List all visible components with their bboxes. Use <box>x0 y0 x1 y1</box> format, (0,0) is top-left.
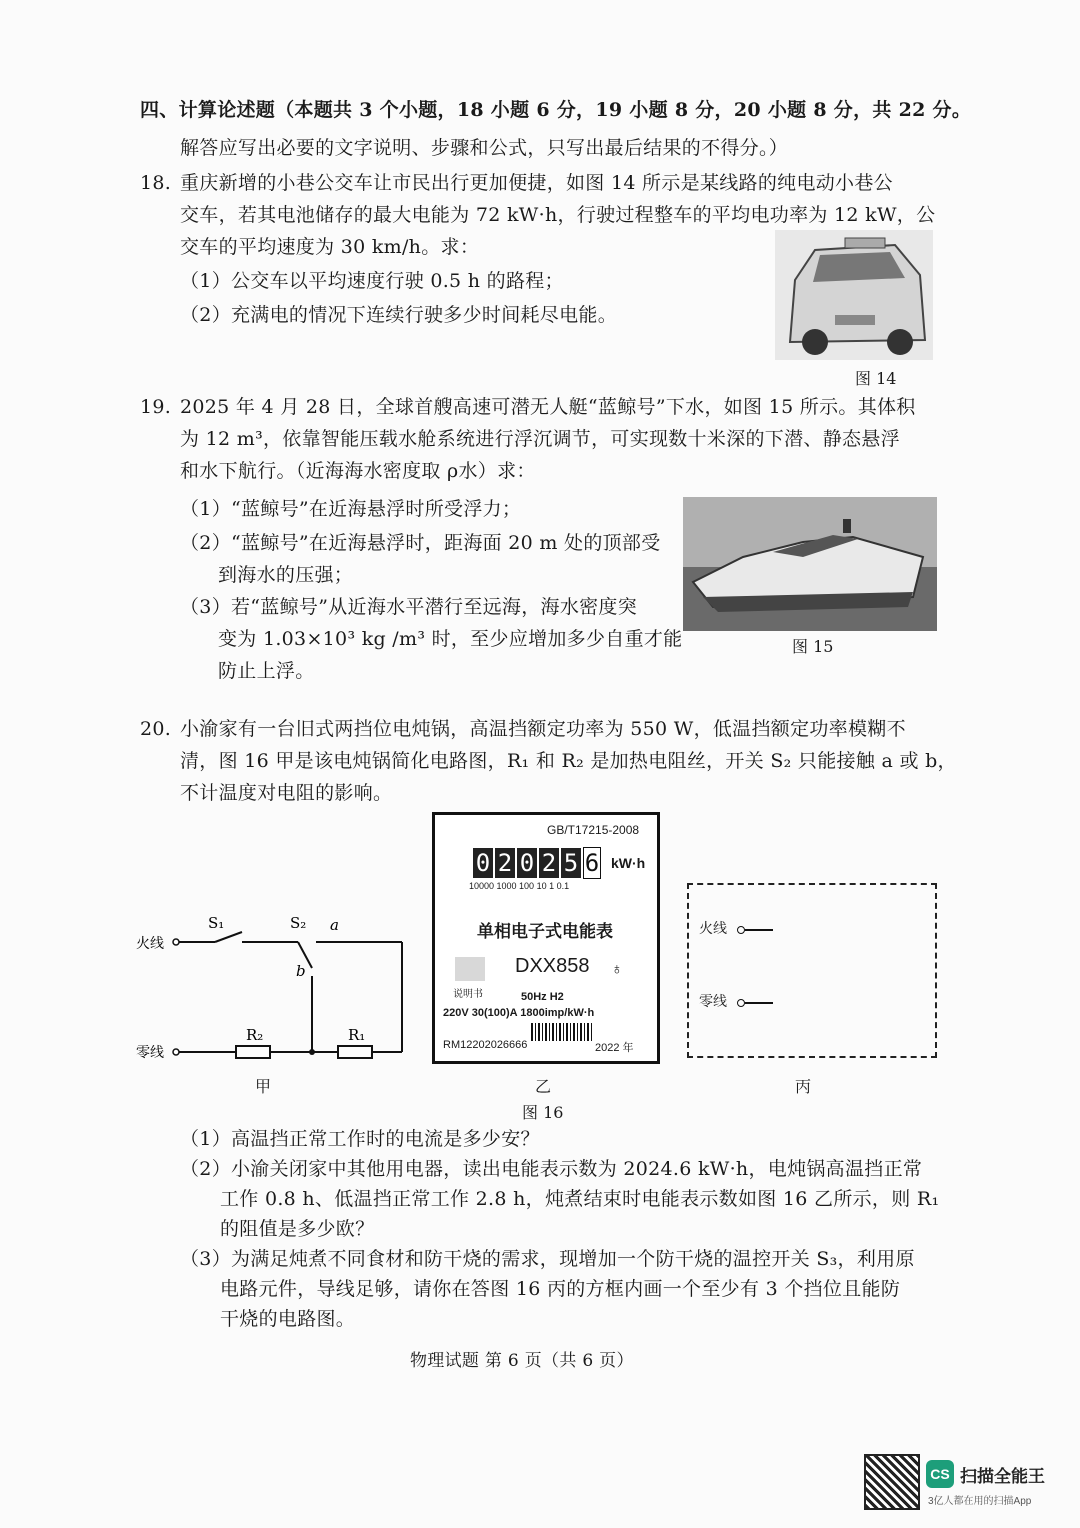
answer-neutral-wire <box>745 1002 773 1004</box>
boat-photo <box>683 497 937 631</box>
q18-line2: 交车，若其电池储存的最大电能为 72 kW·h，行驶过程整车的平均电功率为 12 kW，公 <box>180 204 936 226</box>
meter-digit: 2 <box>495 848 515 878</box>
answer-fire-terminal <box>737 926 745 934</box>
qr-code <box>864 1454 920 1510</box>
circuit-s2-label: S₂ <box>290 914 307 932</box>
answer-fire-label: 火线 <box>699 921 727 937</box>
energy-meter <box>432 812 660 1064</box>
fig16-yi-label: 乙 <box>535 1077 552 1096</box>
meter-spec2: 220V 30(100)A 1800imp/kW·h <box>443 1007 595 1019</box>
q19-sub3b: 变为 1.03×10³ kg /m³ 时，至少应增加多少自重才能 <box>218 628 683 650</box>
section-title: 四、计算论述题（本题共 3 个小题，18 小题 6 分，19 小题 8 分，20 小题 8 分，共 22 分。 <box>140 99 972 121</box>
circuit-neutral-label: 零线 <box>136 1045 164 1061</box>
q19-number: 19. <box>140 396 172 418</box>
circuit-s1-label: S₁ <box>208 914 225 932</box>
q20-sub3c: 干烧的电路图。 <box>220 1308 356 1330</box>
meter-standard: GB/T17215-2008 <box>547 823 640 837</box>
meter-year: 2022 年 <box>595 1042 634 1054</box>
app-name: 扫描全能王 <box>960 1467 1045 1486</box>
app-tagline: 3亿人都在用的扫描App <box>928 1496 1032 1507</box>
app-logo-icon: CS <box>926 1460 954 1488</box>
meter-digit: 0 <box>517 848 537 878</box>
meter-spec1: 50Hz H2 <box>521 991 564 1003</box>
page-footer: 物理试题 第 6 页（共 6 页） <box>410 1351 634 1371</box>
answer-box[interactable] <box>687 883 937 1058</box>
q20-sub2c: 的阻值是多少欧？ <box>220 1218 375 1240</box>
q19-sub3c: 防止上浮。 <box>218 660 315 682</box>
q18-sub2: （2）充满电的情况下连续行驶多少时间耗尽电能。 <box>180 304 617 326</box>
meter-digit: 5 <box>561 848 581 878</box>
q20-line2: 清，图 16 甲是该电炖锅简化电路图，R₁ 和 R₂ 是加热电阻丝，开关 S₂ 只能接触 a 或 b， <box>180 750 957 772</box>
fig16-caption: 图 16 <box>522 1103 564 1122</box>
q18-number: 18. <box>140 172 172 194</box>
q19-sub3a: （3）若“蓝鲸号”从近海水平潜行至远海，海水密度突 <box>180 596 638 618</box>
q19-sub1: （1）“蓝鲸号”在近海悬浮时所受浮力； <box>180 498 522 520</box>
q18-line1: 重庆新增的小巷公交车让市民出行更加便捷，如图 14 所示是某线路的纯电动小巷公 <box>180 172 893 194</box>
q20-sub2b: 工作 0.8 h、低温挡正常工作 2.8 h，炖煮结束时电能表示数如图 16 乙所示，则 R₁ <box>220 1188 940 1210</box>
answer-fire-wire <box>745 929 773 931</box>
meter-unit: kW·h <box>611 855 646 871</box>
meter-manual-label: 说明书 <box>453 989 483 1000</box>
circuit-r1-label: R₁ <box>348 1026 366 1044</box>
meter-title: 单相电子式电能表 <box>477 922 613 941</box>
q19-line3: 和水下航行。（近海海水密度取 ρ水）求： <box>180 460 536 482</box>
circuit-b-label: b <box>296 962 306 980</box>
q19-sub2b: 到海水的压强； <box>218 564 354 586</box>
meter-digit-decimal: 6 <box>584 849 600 877</box>
circuit-r2-label: R₂ <box>246 1026 264 1044</box>
meter-multipliers: 10000 1000 100 10 1 0.1 <box>469 881 570 891</box>
meter-barcode <box>531 1023 593 1041</box>
q18-line3: 交车的平均速度为 30 km/h。求： <box>180 236 480 258</box>
circuit-fire-label: 火线 <box>136 936 164 952</box>
q20-line1: 小渝家有一台旧式两挡位电炖锅，高温挡额定功率为 550 W，低温挡额定功率模糊不 <box>180 718 906 740</box>
q20-sub3b: 电路元件，导线足够，请你在答图 16 丙的方框内画一个至少有 3 个挡位且能防 <box>220 1278 901 1300</box>
section-note: 解答应写出必要的文字说明、步骤和公式，只写出最后结果的不得分。） <box>180 137 789 159</box>
q20-sub3a: （3）为满足炖煮不同食材和防干烧的需求，现增加一个防干烧的温控开关 S₃，利用原 <box>180 1248 915 1270</box>
q19-line1: 2025 年 4 月 28 日，全球首艘高速可潜无人艇“蓝鲸号”下水，如图 15 所示。其体积 <box>180 396 916 418</box>
q19-line2: 为 12 m³，依靠智能压载水舱系统进行浮沉调节，可实现数十米深的下潜、静态悬浮 <box>180 428 900 450</box>
meter-ground-icon: ♁ <box>611 961 623 978</box>
fig16-jia-label: 甲 <box>255 1077 272 1096</box>
meter-serial: RM12202026666 <box>443 1039 528 1051</box>
circuit-a-label: a <box>330 916 339 934</box>
meter-digit: 0 <box>473 848 493 878</box>
meter-digit: 2 <box>539 848 559 878</box>
fig14-caption: 图 14 <box>855 369 897 388</box>
q20-sub1: （1）高温挡正常工作时的电流是多少安？ <box>180 1128 540 1150</box>
q20-line3: 不计温度对电阻的影响。 <box>180 782 393 804</box>
circuit-diagram <box>130 900 420 1075</box>
fig15-caption: 图 15 <box>792 637 834 656</box>
bus-photo <box>775 230 933 360</box>
q20-number: 20. <box>140 718 172 740</box>
q19-sub2a: （2）“蓝鲸号”在近海悬浮时，距海面 20 m 处的顶部受 <box>180 532 661 554</box>
meter-digits <box>473 847 603 879</box>
meter-manual-icon <box>455 957 485 981</box>
q20-sub2a: （2）小渝关闭家中其他用电器，读出电能表示数为 2024.6 kW·h，电炖锅高温挡正常 <box>180 1158 923 1180</box>
meter-model: DXX858 <box>515 955 590 977</box>
q18-sub1: （1）公交车以平均速度行驶 0.5 h 的路程； <box>180 270 564 292</box>
fig16-bing-label: 丙 <box>795 1077 812 1096</box>
answer-neutral-terminal <box>737 999 745 1007</box>
answer-neutral-label: 零线 <box>699 994 727 1010</box>
